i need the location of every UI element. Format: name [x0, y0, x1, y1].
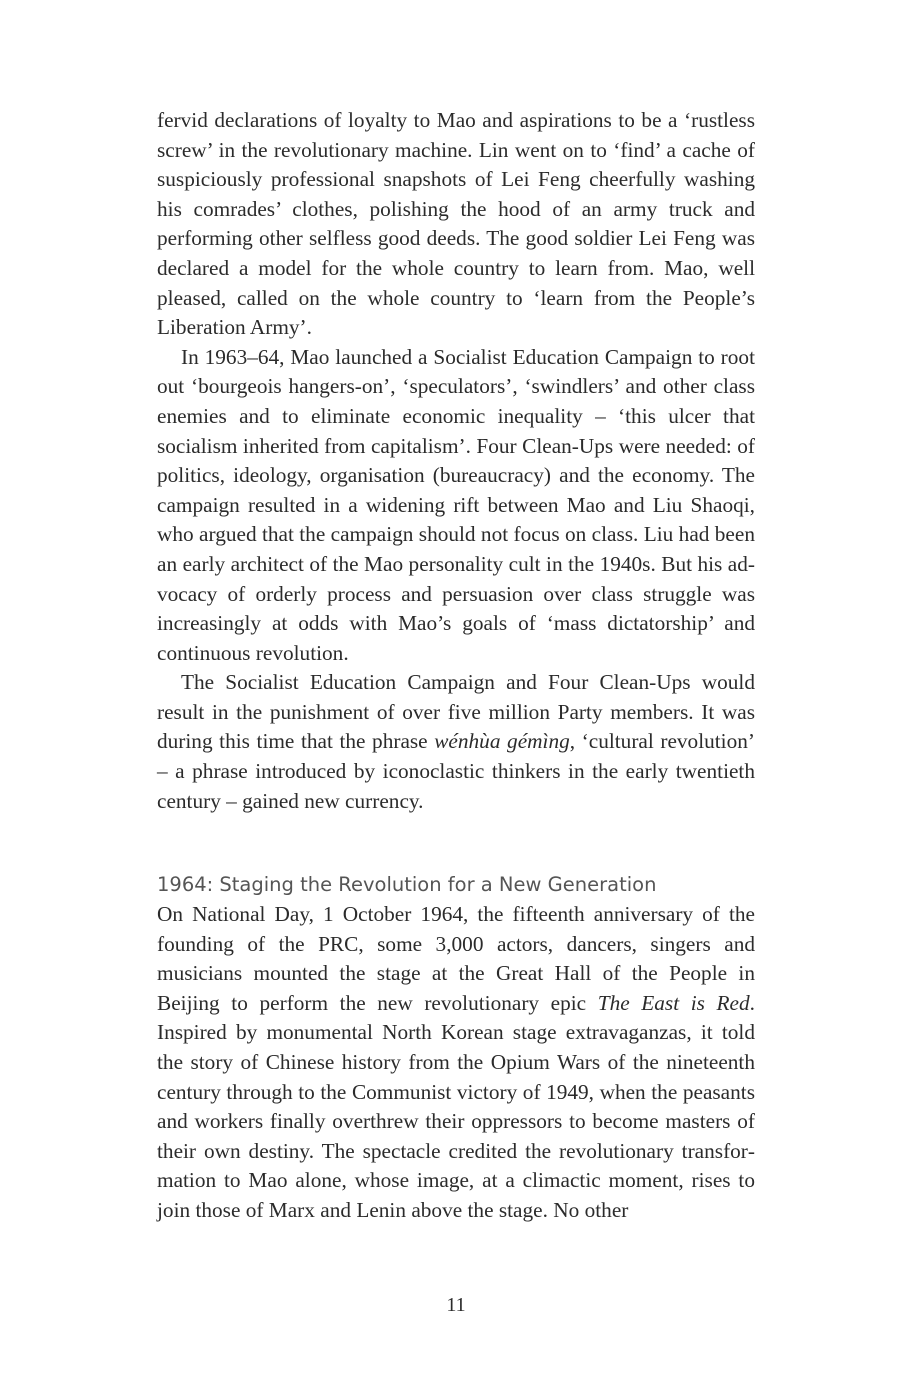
- paragraph-3: [157, 668, 755, 816]
- paragraph-4-text-end: . Inspired by monumental North Korean stage extravaganzas, it told the story of Chinese history from the Opium Wars of the nineteenth century through to the Communist victory of 1949, when the peasants and workers finally overthrew their oppressors to become masters of their own destiny. The spectacle credited the revolutionary transformation to Mao alone, whose image, at a climactic moment, rises to join those of Marx and Lenin above the stage. No other: [157, 990, 755, 1222]
- paragraph-4-text-start: On National Day, 1 October 1964, the fifteenth anniversary of the founding of the PRC, some 3,000 actors, dancers, singers and musicians mounted the stage at the Great Hall of the People in Beijing to perform the new revolutionary epic: [157, 902, 755, 1015]
- paragraph-4-italic-title: The East is Red: [597, 990, 750, 1015]
- paragraph-1: fervid declarations of loyalty to Mao and aspirations to be a ‘rustless screw’ in the revolutionary machine. Lin went on to ‘find’ a cache of suspiciously professional snapshots of Lei Feng cheerfully washing his comrades’ clothes, polishing the hood of an army truck and performing other selfless good deeds. The good soldier Lei Feng was declared a model for the whole country to learn from. Mao, well pleased, called on the whole country to ‘learn from the People’s Liberation Army’.: [157, 108, 755, 340]
- body-text-top: [157, 106, 755, 816]
- book-page: [157, 0, 755, 1390]
- paragraph-3-text-start: The Socialist Education Campaign and Four Clean-Ups would result in the punishment of over five million Party members. It was during this time that the phrase: [157, 670, 755, 754]
- paragraph-3-text-end: , ‘cultural revolution’ – a phrase introduced by iconoclastic thinkers in the early twentieth century – gained new currency.: [157, 729, 755, 813]
- section-heading: 1964: Staging the Revolution for a New Generation: [157, 873, 657, 896]
- paragraph-3-italic-phrase: wénhùa gémìng: [434, 729, 570, 754]
- paragraph-4: [157, 900, 755, 1226]
- paragraph-2: In 1963–64, Mao launched a Socialist Education Campaign to root out ‘bourgeois hangers-on’, ‘speculators’, ‘swindlers’ and other class enemies and to eliminate economic inequality – ‘this ulcer that socialism inherited from capitalism’. Four Clean-Ups were needed: of politics, ideology, organisation (bureaucracy) and the economy. The campaign resulted in a widening rift between Mao and Liu Shaoqi, who argued that the campaign should not focus on class. Liu had been an early architect of the Mao personality cult in the 1940s. But his advocacy of orderly process and persuasion over class struggle was increasingly at odds with Mao’s goals of ‘mass dictatorship’ and continuous revolution.: [157, 344, 755, 665]
- page-number: 11: [446, 1294, 466, 1316]
- body-text-bottom: [157, 900, 755, 1226]
